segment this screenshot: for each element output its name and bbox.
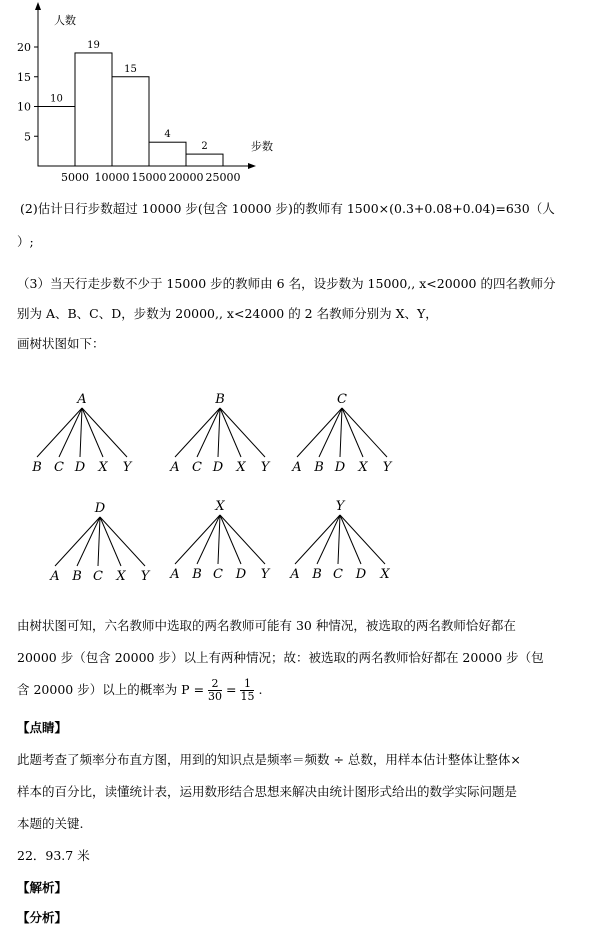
- tree-branch: [100, 517, 121, 566]
- tree-branch: [220, 408, 241, 457]
- bar-value-label: 2: [201, 141, 208, 153]
- tree-leaf: X: [236, 460, 246, 475]
- part3-line1: （3）当天行走步数不少于 15000 步的教师由 6 名，设步数为 15000,, x<20000 的四名教师分: [17, 276, 556, 291]
- tree-leaf: X: [358, 460, 368, 475]
- part2-line2: ）;: [17, 234, 34, 249]
- y-tick-label: 15: [17, 70, 31, 84]
- tree-root: C: [337, 392, 347, 407]
- tree-b: [169, 392, 270, 475]
- bar-value-label: 15: [124, 63, 137, 75]
- tree-branch: [175, 408, 220, 457]
- tree-branch: [55, 517, 100, 566]
- tree-d: [49, 501, 150, 584]
- tree-leaf: B: [314, 460, 324, 475]
- remark-line3: 本题的关键.: [17, 816, 84, 831]
- tree-leaf: D: [212, 460, 224, 475]
- fraction-numerator: 1: [240, 678, 254, 691]
- period: .: [258, 682, 263, 697]
- tree-leaf: C: [93, 569, 103, 584]
- jiexi-heading: 【解析】: [17, 880, 68, 895]
- fenxi-heading: 【分析】: [17, 910, 68, 925]
- tree-root: Y: [335, 499, 345, 514]
- tree-branch: [317, 515, 340, 564]
- fraction-1-15: [240, 678, 254, 703]
- dianjing-heading: 【点睛】: [17, 720, 68, 735]
- tree-branch: [319, 408, 342, 457]
- x-axis-label: 步数: [251, 140, 273, 153]
- conclusion-line3-text: 含 20000 步）以上的概率为 P =: [17, 682, 205, 697]
- tree-leaf: Y: [260, 567, 270, 582]
- tree-branch: [77, 517, 100, 566]
- conclusion-line1: 由树状图可知，六名教师中选取的两名教师可能有 30 种情况，被选取的两名教师恰好都在: [17, 618, 516, 633]
- tree-branch: [220, 408, 265, 457]
- tree-leaf: A: [290, 567, 300, 582]
- part3-line3: 画树状图如下：: [17, 336, 105, 351]
- question-22: 22．93.7 米: [17, 848, 90, 863]
- fraction-denominator: 30: [208, 690, 223, 703]
- tree-branch: [37, 408, 82, 457]
- tree-branch: [197, 408, 220, 457]
- part3-line2: 别为 A、B、C、D，步数为 20000,, x<24000 的 2 名教师分别为 X、Y，: [17, 306, 438, 321]
- histogram-bar: [112, 77, 149, 166]
- tree-diagrams: [0, 385, 595, 595]
- histogram-bar: [75, 53, 112, 166]
- tree-leaf: B: [192, 567, 202, 582]
- tree-leaf: D: [334, 460, 346, 475]
- tree-root: B: [215, 392, 225, 407]
- remark-line2: 样本的百分比，读懂统计表，运用数形结合思想来解决由统计图形式给出的数学实际问题是: [17, 784, 518, 799]
- tree-branch: [340, 515, 385, 564]
- tree-y: [289, 499, 390, 582]
- tree-branch: [59, 408, 82, 457]
- tree-leaf: C: [213, 567, 223, 582]
- part2-line1: (2)估计日行步数超过 10000 步(包含 10000 步)的教师有 1500×(0.3+0.08+0.04)=630（人: [20, 201, 555, 216]
- tree-branch: [100, 517, 145, 566]
- y-axis-label: 人数: [54, 14, 76, 27]
- tree-leaf: X: [380, 567, 390, 582]
- x-tick-label: 5000: [61, 171, 89, 184]
- tree-branch: [295, 515, 340, 564]
- tree-leaf: A: [292, 460, 302, 475]
- fraction-2-30: [208, 678, 222, 703]
- x-tick-label: 15000: [131, 171, 167, 184]
- fraction-numerator: 2: [208, 678, 222, 691]
- tree-branch: [342, 408, 387, 457]
- tree-branch: [342, 408, 363, 457]
- tree-leaf: C: [192, 460, 202, 475]
- tree-branch: [220, 515, 265, 564]
- bar-value-label: 19: [87, 39, 100, 51]
- tree-leaf: Y: [140, 569, 150, 584]
- tree-root: D: [94, 501, 106, 516]
- tree-leaf: X: [98, 460, 108, 475]
- tree-branch: [218, 408, 220, 457]
- x-tick-label: 10000: [94, 171, 130, 184]
- tree-leaf: Y: [260, 460, 270, 475]
- tree-leaf: D: [235, 567, 247, 582]
- tree-leaf: A: [170, 567, 180, 582]
- tree-leaf: C: [54, 460, 64, 475]
- histogram-bar: [186, 154, 223, 166]
- tree-leaf: B: [72, 569, 82, 584]
- equals-sign: =: [226, 682, 237, 697]
- tree-leaf: Y: [382, 460, 392, 475]
- tree-a: [31, 392, 132, 475]
- tree-leaf: B: [32, 460, 42, 475]
- tree-branch: [218, 515, 220, 564]
- tree-branch: [175, 515, 220, 564]
- tree-branch: [82, 408, 103, 457]
- tree-leaf: X: [116, 569, 126, 584]
- conclusion-line3: [17, 678, 262, 703]
- y-tick-label: 20: [17, 41, 31, 54]
- histogram-bar: [38, 107, 75, 167]
- tree-branch: [197, 515, 220, 564]
- x-axis-arrow: [248, 163, 256, 169]
- tree-leaf: D: [355, 567, 367, 582]
- x-tick-label: 20000: [168, 171, 204, 184]
- x-tick-label: 25000: [205, 171, 241, 184]
- conclusion-line2: 20000 步（包含 20000 步）以上有两种情况；故：被选取的两名教师恰好都在 20000 步（包: [17, 650, 544, 665]
- bar-value-label: 4: [164, 129, 171, 141]
- y-axis-arrow: [35, 2, 41, 10]
- tree-leaf: A: [170, 460, 180, 475]
- tree-c: [291, 392, 392, 475]
- tree-root: X: [215, 499, 225, 514]
- fraction-denominator: 15: [240, 690, 255, 703]
- histogram-chart: [0, 0, 300, 190]
- tree-branch: [98, 517, 100, 566]
- y-tick-label: 5: [24, 130, 31, 144]
- tree-x: [169, 499, 270, 582]
- tree-branch: [340, 408, 342, 457]
- tree-leaf: D: [74, 460, 86, 475]
- tree-root: A: [77, 392, 87, 407]
- tree-branch: [297, 408, 342, 457]
- tree-leaf: C: [333, 567, 343, 582]
- tree-branch: [340, 515, 361, 564]
- tree-leaf: Y: [122, 460, 132, 475]
- tree-branch: [80, 408, 82, 457]
- y-tick-label: 10: [17, 100, 31, 114]
- histogram-bar: [149, 142, 186, 166]
- tree-leaf: B: [312, 567, 322, 582]
- remark-line1: 此题考查了频率分布直方图，用到的知识点是频率＝频数 ÷ 总数，用样本估计整体让整体×: [17, 752, 521, 767]
- tree-branch: [220, 515, 241, 564]
- bar-value-label: 10: [50, 93, 63, 105]
- tree-branch: [82, 408, 127, 457]
- tree-leaf: A: [50, 569, 60, 584]
- tree-branch: [338, 515, 340, 564]
